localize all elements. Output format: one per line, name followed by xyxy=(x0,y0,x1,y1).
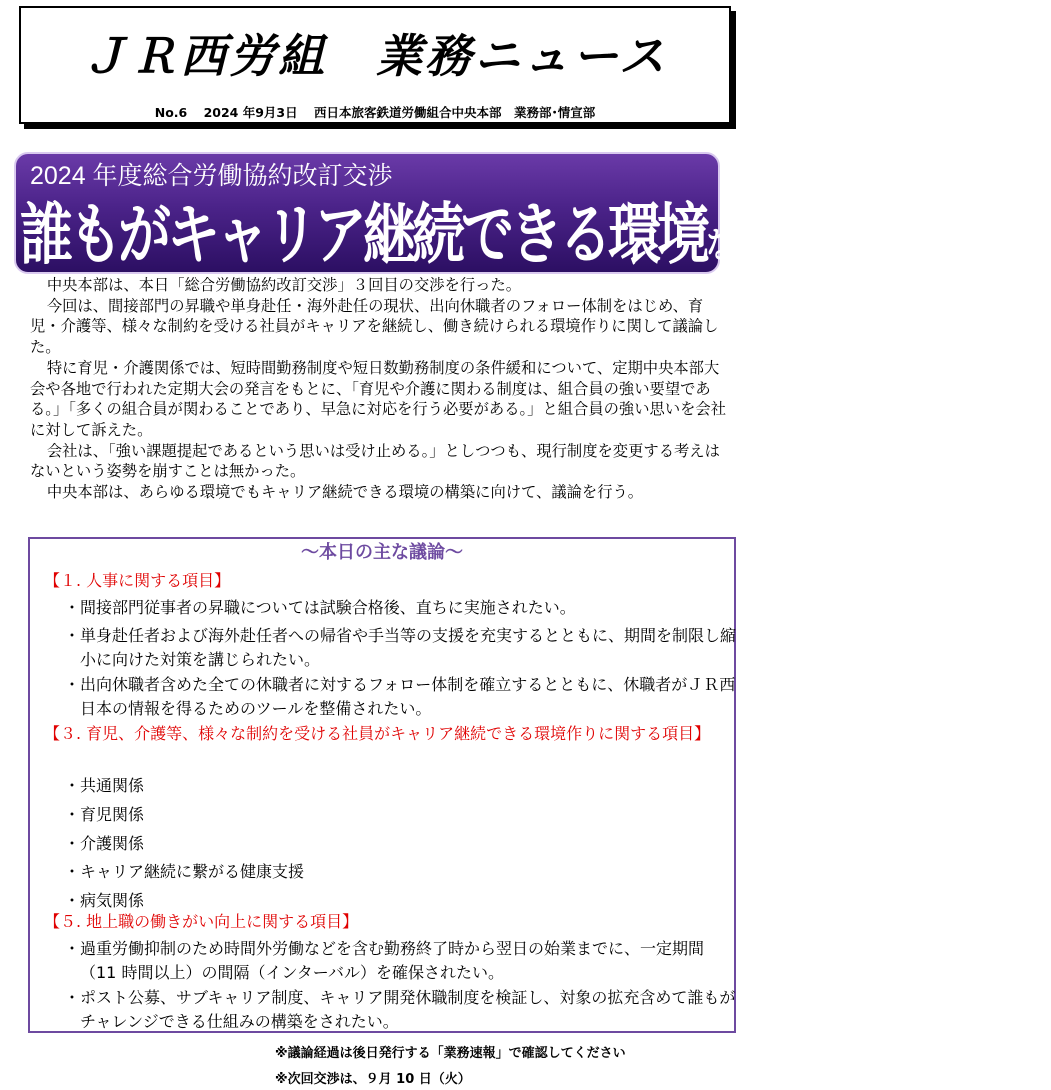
headline-part-1: 誰もがキャリア継続できる環境 xyxy=(20,197,706,274)
discussion-summary-box xyxy=(28,537,736,1033)
publisher: 西日本旅客鉄道労働組合中央本部 業務部･情宣部 xyxy=(314,105,596,120)
paragraph: 中央本部は、本日「総合労働協約改訂交渉」３回目の交渉を行った。 xyxy=(46,276,522,294)
article-body xyxy=(30,275,730,503)
section-heading-ground-staff: 【５. 地上職の働きがい向上に関する項目】 xyxy=(44,912,359,931)
headline-small-text: など xyxy=(706,225,759,267)
issue-line xyxy=(21,103,729,121)
list-item: ・ 間接部門従事者の昇職については試験合格後、直ちに実施されたい。 xyxy=(64,596,740,620)
list-item: ・ 共通関係 xyxy=(64,774,740,798)
footer-note-report: ※議論経過は後日発行する「業務速報」で確認してください xyxy=(275,1046,626,1061)
footer-note-next-meeting: ※次回交渉は、９月 10 日（火） xyxy=(275,1072,471,1087)
issue-number: No.6 xyxy=(154,105,188,120)
list-item: ・ 介護関係 xyxy=(64,832,740,856)
section-heading-personnel: 【１. 人事に関する項目】 xyxy=(44,571,231,590)
newsletter-title: ＪＲ西労組 業務ニュース xyxy=(82,29,668,83)
paragraph: 中央本部は、あらゆる環境でもキャリア継続できる環境の構築に向けて、議論を行う。 xyxy=(46,483,644,502)
list-item: ・ キャリア継続に繋がる健康支援 xyxy=(64,860,740,884)
list-item: ・ ポスト公募、サブキャリア制度、キャリア開発休職制度を検証し、対象の拡充含めて誰もがチャレンジできる仕組みの構築をされたい。 xyxy=(64,986,740,1034)
list-item: ・ 過重労働抑制のため時間外労働などを含む勤務終了時から翌日の始業までに、一定期間（11 時間以上）の間隔（インターバル）を確保されたい。 xyxy=(64,937,740,985)
paragraph: 特に育児・介護関係では、短時間勤務制度や短日数勤務制度の条件緩和について、定期中央本部大会や各地で行われた定期大会の発言をもとに、「育児や介護に関わる制度は、組合員の強い要望である。」「多くの組合員が関わることであり、早急に対応を行う必要がある。」と組合員の強い思いを会社に対して訴えた。 xyxy=(30,358,727,439)
issue-date: 2024 年9月3日 xyxy=(203,105,298,120)
summary-title: ～本日の主な議論～ xyxy=(301,542,463,563)
headline-banner xyxy=(14,152,1051,274)
masthead-box xyxy=(19,6,731,124)
list-item: ・ 病気関係 xyxy=(64,889,740,913)
banner-subtitle: 2024 年度総合労働協約改訂交渉 xyxy=(30,162,393,190)
paragraph: 会社は、「強い課題提起であるという思いは受け止める。」としつつも、現行制度を変更する考えはないという姿勢を崩すことは無かった。 xyxy=(30,441,720,481)
paragraph: 今回は、間接部門の昇職や単身赴任・海外赴任の現状、出向休職者のフォロー体制をはじめ、育児・介護等、様々な制約を受ける社員がキャリアを継続し、働き続けられる環境作りに関して議論した。 xyxy=(30,296,719,357)
section-heading-career: 【３. 育児、介護等、様々な制約を受ける社員がキャリア継続できる環境作りに関する項目】 xyxy=(44,724,711,743)
list-item: ・ 育児関係 xyxy=(64,803,740,827)
headline-part-2: について議論 xyxy=(758,197,1051,274)
list-item: ・ 単身赴任者および海外赴任者への帰省や手当等の支援を充実するとともに、期間を制限し縮小に向けた対策を講じられたい。 xyxy=(64,624,740,672)
list-item: ・ 出向休職者含めた全ての休職者に対するフォロー体制を確立するとともに、休職者がＪＲ西日本の情報を得るためのツールを整備されたい。 xyxy=(64,673,740,721)
